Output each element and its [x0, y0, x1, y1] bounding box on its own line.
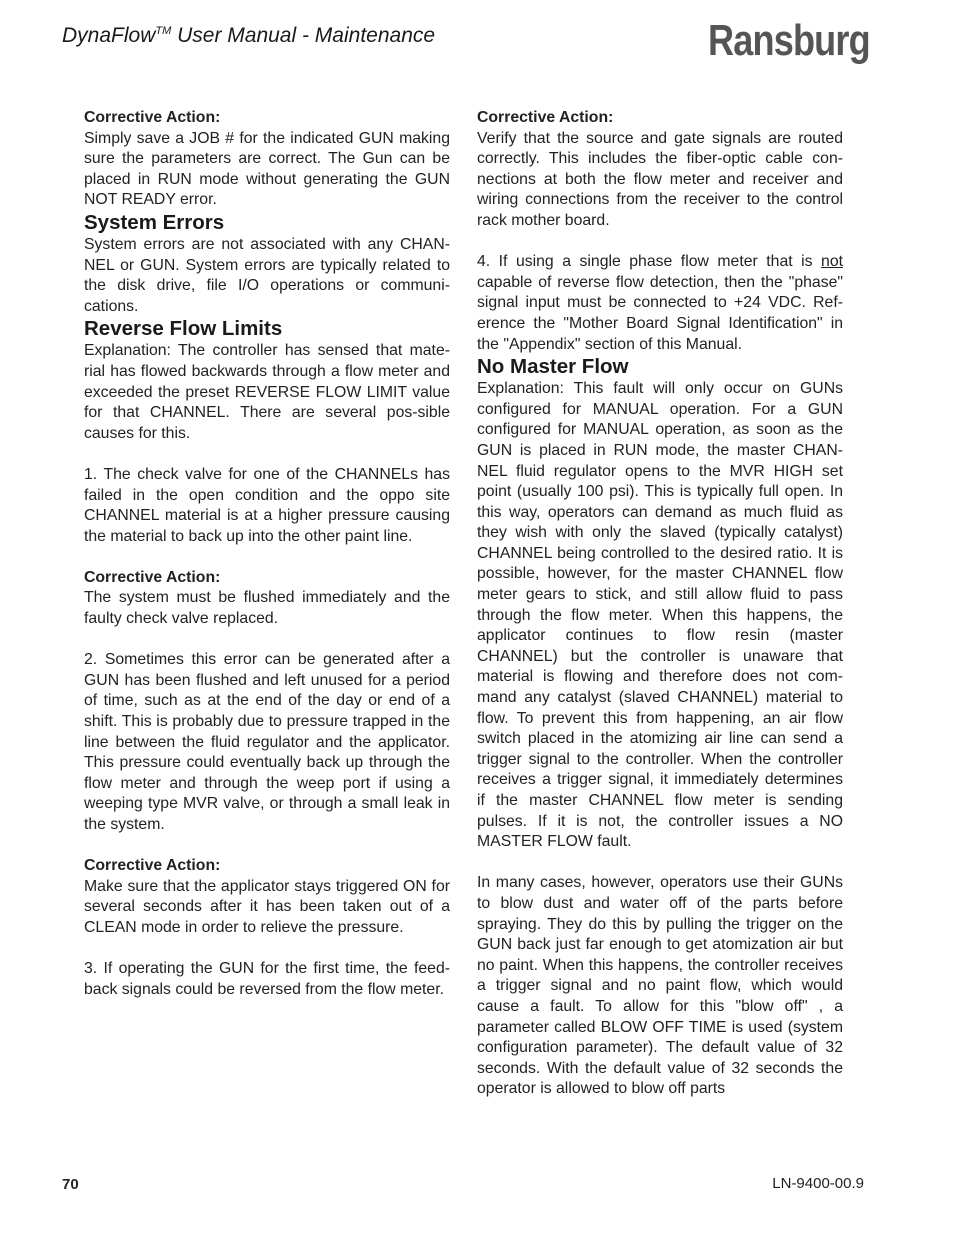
system-errors-text: System errors are not associated with any CHAN-NEL or GUN. System errors are typically related to the disk drive, file I/O operations or communi-cations.: [84, 235, 450, 315]
reverse-flow-text: Explanation: The controller has sensed that mate-rial has flowed backwards through a flow meter and exceeded the preset REVERSE FLOW LIMIT value for that CHANNEL. There are several pos-sible causes for this.: [84, 342, 450, 442]
header-title-prefix: DynaFlow: [62, 24, 156, 47]
corrective-action-text: The system must be flushed immediately and the faulty check valve replaced.: [84, 589, 450, 628]
item-4-text: [477, 252, 843, 355]
page-number: 70: [62, 1176, 79, 1193]
item-4-part-a: 4. If using a single phase flow meter that is: [477, 253, 822, 271]
cause-2-text: 2. Sometimes this error can be generated after a GUN has been flushed and left unused for a period of time, such as at the end of the day or end of a shift. This is probably due to pressure trapped in the line between the fluid regulator and the applicator. This pressure could eventually back up through the flow meter and through the weep port if using a weeping type MVR valve, or through a small leak in the system.: [84, 651, 450, 833]
corrective-action-text: Make sure that the applicator stays triggered ON for several seconds after it has been taken out of a CLEAN mode in order to relieve the pressure.: [84, 877, 450, 936]
corrective-action-heading: Corrective Action:: [477, 109, 614, 126]
cause-1-text: 1. The check valve for one of the CHANNELs has failed in the open condition and the oppo site CHANNEL material is at a higher pressure causing the material to back up into the other paint line.: [84, 465, 450, 545]
corrective-action-text: Simply save a JOB # for the indicated GUN making sure the parameters are correct. The Gun can be placed in RUN mode without generating the GUN NOT READY error.: [84, 129, 450, 209]
blow-off-text: In many cases, however, operators use their GUNs to blow dust and water off of the parts before spraying. They do this by pulling the trigger on the GUN back just far enough to get atomization air but no paint. When this happens, the controller receives a trigger signal and no paint flow, which would cause a fault. To allow for this "blow off" , a parameter called BLOW OFF TIME is used (system configuration parameter). The default value of 32 seconds. With the default value of 32 seconds the operator is allowed to blow off parts: [477, 874, 843, 1098]
item-4-underlined-not: not: [821, 253, 843, 271]
right-column: [477, 108, 843, 1100]
header-title-suffix: User Manual - Maintenance: [171, 24, 436, 47]
cause-3-text: 3. If operating the GUN for the first time, the feed-back signals could be reversed from the flow meter.: [84, 960, 450, 998]
corrective-action-heading: Corrective Action:: [84, 568, 221, 586]
item-4-part-b: capable of reverse flow detection, then the "phase" signal input must be connected to +24 VDC. Ref-erence the "Mother Board Signal Identification" in the "Appendix" section of this Manual.: [477, 273, 843, 353]
reverse-flow-heading: Reverse Flow Limits: [84, 317, 283, 341]
corrective-action-text: Verify that the source and gate signals are routed correctly. This includes the fiber-optic cable con-nections at both the flow meter and receiver and wiring connections from the receiver to the control rack mother board.: [477, 129, 843, 229]
document-number: LN-9400-00.9: [772, 1175, 864, 1192]
page-header-title: [62, 24, 435, 48]
corrective-action-heading: Corrective Action:: [84, 109, 221, 126]
corrective-action-heading: Corrective Action:: [84, 857, 221, 875]
no-master-flow-heading: No Master Flow: [477, 355, 629, 379]
system-errors-heading: System Errors: [84, 210, 225, 234]
no-master-flow-text: Explanation: This fault will only occur on GUNs configured for MANUAL operation. For a GUN configured for MANUAL operation, as soon as the GUN is placed in RUN mode, the master CHAN-NEL fluid regulator opens to the MVR HIGH set point (usually 100 psi). This is typically full open. In this way, operators can demand as much fluid as they wish with only the slaved (typically catalyst) CHANNEL being controlled to the desired ratio. It is possible, however, for the master CHANNEL flow meter gears to stick, and still allow fluid to pass through the flow meter. When this happens, the applicator continues to flow resin (master CHANNEL) but the controller is unaware that material is flowing and therefore does not com-mand any catalyst (slaved CHANNEL) material to flow. To prevent this from happening, an air flow switch placed in the atomizing air line can send a trigger signal to the controller. When the controller receives a trigger signal, it immediately determines if the master CHANNEL flow meter is sending pulses. If it is not, the controller issues a NO MASTER FLOW fault.: [477, 380, 843, 851]
trademark-symbol: TM: [155, 25, 172, 37]
ransburg-logo: Ransburg: [708, 16, 870, 65]
left-column: [84, 108, 450, 1000]
